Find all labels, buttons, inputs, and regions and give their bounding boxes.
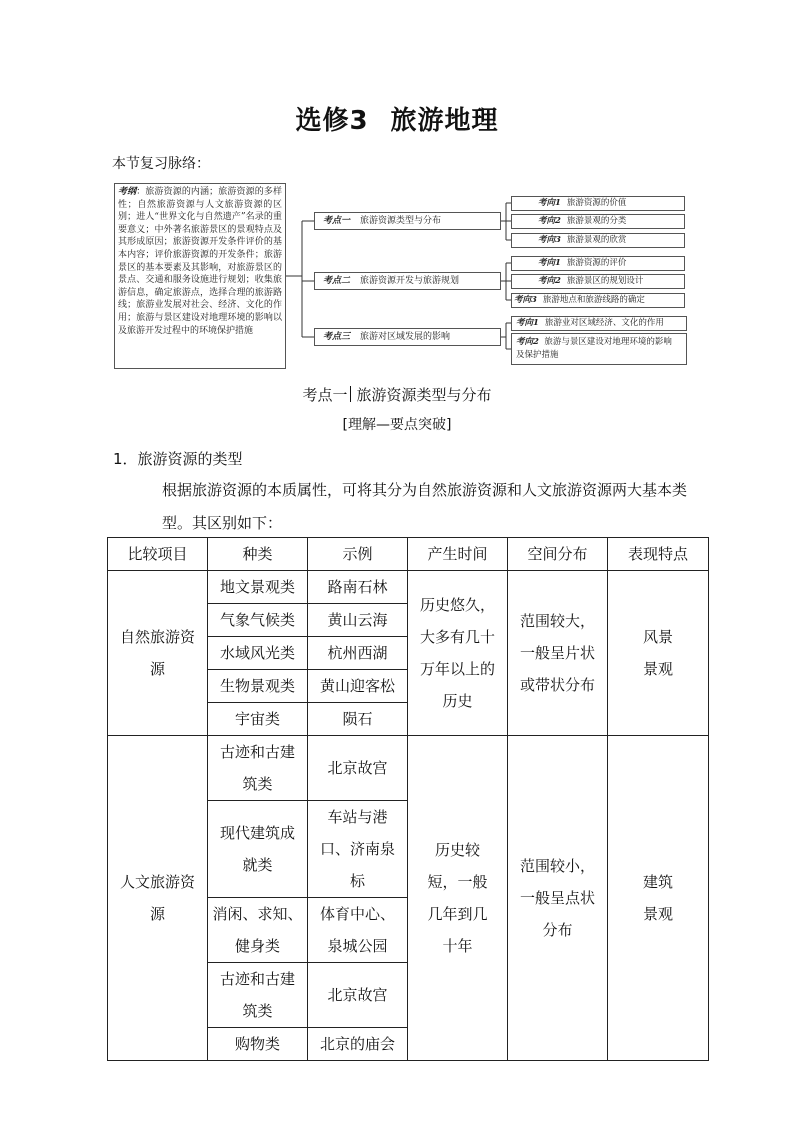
kaoxiang-text: 旅游与景区建设对地理环境的影响及保护措施 (516, 337, 672, 360)
example-cell: 黄山云海 (308, 604, 408, 637)
kaoxiang-box (511, 196, 685, 211)
example-cell: 北京故宫 (308, 963, 408, 1028)
page-title (0, 100, 794, 137)
kaodian-text: 旅游资源开发与旅游规划 (360, 275, 460, 286)
title-right: 旅游地理 (390, 106, 499, 136)
kind-cell: 水域风光类 (208, 637, 308, 670)
kaoxiang-box (511, 256, 685, 271)
table-row (108, 571, 709, 604)
section-label: 考点一 (302, 386, 348, 404)
kaoxiang-label: 考向3 (538, 235, 561, 246)
kaodian-text: 旅游资源类型与分布 (360, 215, 442, 226)
kind-cell: 现代建筑成就类 (208, 801, 308, 898)
syllabus-text: ：旅游资源的内涵；旅游资源的多样性；自然旅游资源与人文旅游资源的区别；进人“世界文化与自然遗产”名录的重要意义；中外著名旅游景区的景观特点及其形成原因；旅游资源开发条件评价的基本内容；评价旅游资源的开发条件；旅游景区的基本要素及其影响，对旅游景区的景点、交通和服务设施进行规划；收集旅游信息，确定旅游点，选择合理的旅游路线；旅游业发展对社会、经济、文化的作用；旅游与景区建设对地理环境的影响以及旅游开发过程中的环境保护措施 (118, 187, 282, 336)
kaoxiang-label: 考向1 (538, 198, 561, 209)
kaoxiang-box (511, 316, 687, 331)
heading-1: 1．旅游资源的类型 (113, 450, 243, 468)
kaoxiang-text: 旅游景观的欣赏 (566, 235, 627, 246)
section-subhead: [理解—要点突破] (342, 417, 452, 433)
section-title: 旅游资源类型与分布 (356, 386, 492, 404)
table-header: 空间分布 (508, 538, 608, 571)
kaoxiang-text: 旅游资源的价值 (566, 198, 627, 209)
kaoxiang-text: 旅游景观的分类 (566, 216, 627, 227)
kaodian-text: 旅游对区域发展的影响 (360, 331, 451, 342)
syllabus-box (114, 183, 286, 369)
kaoxiang-label: 考向3 (514, 295, 537, 306)
table-header: 表现特点 (608, 538, 709, 571)
kaodian-label: 考点二 (323, 275, 351, 286)
kaodian-label: 考点一 (323, 215, 351, 226)
example-cell: 体育中心、泉城公园 (308, 898, 408, 963)
table-header: 比较项目 (108, 538, 208, 571)
kaodian-box-2 (314, 272, 501, 290)
table-header: 示例 (308, 538, 408, 571)
example-cell: 陨石 (308, 703, 408, 736)
table-header: 种类 (208, 538, 308, 571)
table-header: 产生时间 (408, 538, 508, 571)
kaoxiang-box (511, 233, 685, 248)
item-cell: 自然旅游资源 (108, 571, 208, 736)
kind-cell: 气象气候类 (208, 604, 308, 637)
syllabus-label: 考纲 (118, 187, 137, 197)
example-cell: 黄山迎客松 (308, 670, 408, 703)
kaodian-box-1 (314, 212, 501, 230)
time-cell: 历史较短，一般几年到几十年 (408, 736, 508, 1061)
feature-cell: 建筑景观 (608, 736, 709, 1061)
feature-cell: 风景景观 (608, 571, 709, 736)
kaoxiang-text: 旅游资源的评价 (566, 258, 627, 269)
example-cell: 北京的庙会 (308, 1028, 408, 1061)
kind-cell: 古迹和古建筑类 (208, 963, 308, 1028)
kaoxiang-label: 考向2 (538, 216, 561, 227)
review-label: 本节复习脉络： (112, 156, 210, 172)
item-cell: 人文旅游资源 (108, 736, 208, 1061)
kind-cell: 生物景观类 (208, 670, 308, 703)
kaoxiang-text: 旅游业对区域经济、文化的作用 (544, 318, 664, 329)
paragraph: 根据旅游资源的本质属性，可将其分为自然旅游资源和人文旅游资源两大基本类型。其区别如下： (162, 481, 688, 532)
kaodian-box-3 (314, 328, 501, 346)
kaoxiang-text: 旅游地点和旅游线路的确定 (542, 295, 645, 306)
comparison-table (107, 537, 709, 1061)
kaodian-label: 考点三 (323, 331, 351, 342)
kind-cell: 消闲、求知、健身类 (208, 898, 308, 963)
kaoxiang-label: 考向2 (538, 276, 561, 287)
kaoxiang-label: 考向1 (516, 318, 539, 329)
time-cell: 历史悠久，大多有几十万年以上的历史 (408, 571, 508, 736)
table-header-row (108, 538, 709, 571)
kaoxiang-box (511, 274, 685, 289)
example-cell: 车站与港口、济南泉标 (308, 801, 408, 898)
kaoxiang-box (511, 333, 687, 365)
kaoxiang-box (511, 214, 685, 229)
example-cell: 路南石林 (308, 571, 408, 604)
example-cell: 北京故宫 (308, 736, 408, 801)
kaoxiang-text: 旅游景区的规划设计 (566, 276, 644, 287)
example-cell: 杭州西湖 (308, 637, 408, 670)
kaoxiang-label: 考向2 (516, 337, 539, 347)
space-cell: 范围较大，一般呈片状或带状分布 (508, 571, 608, 736)
space-cell: 范围较小，一般呈点状分布 (508, 736, 608, 1061)
kind-cell: 购物类 (208, 1028, 308, 1061)
kind-cell: 宇宙类 (208, 703, 308, 736)
kind-cell: 古迹和古建筑类 (208, 736, 308, 801)
mind-map (114, 183, 692, 373)
kaoxiang-box (511, 293, 685, 308)
title-left: 选修3 (295, 106, 369, 136)
table-row (108, 736, 709, 801)
kaoxiang-label: 考向1 (538, 258, 561, 269)
section-heading (0, 384, 794, 405)
kind-cell: 地文景观类 (208, 571, 308, 604)
